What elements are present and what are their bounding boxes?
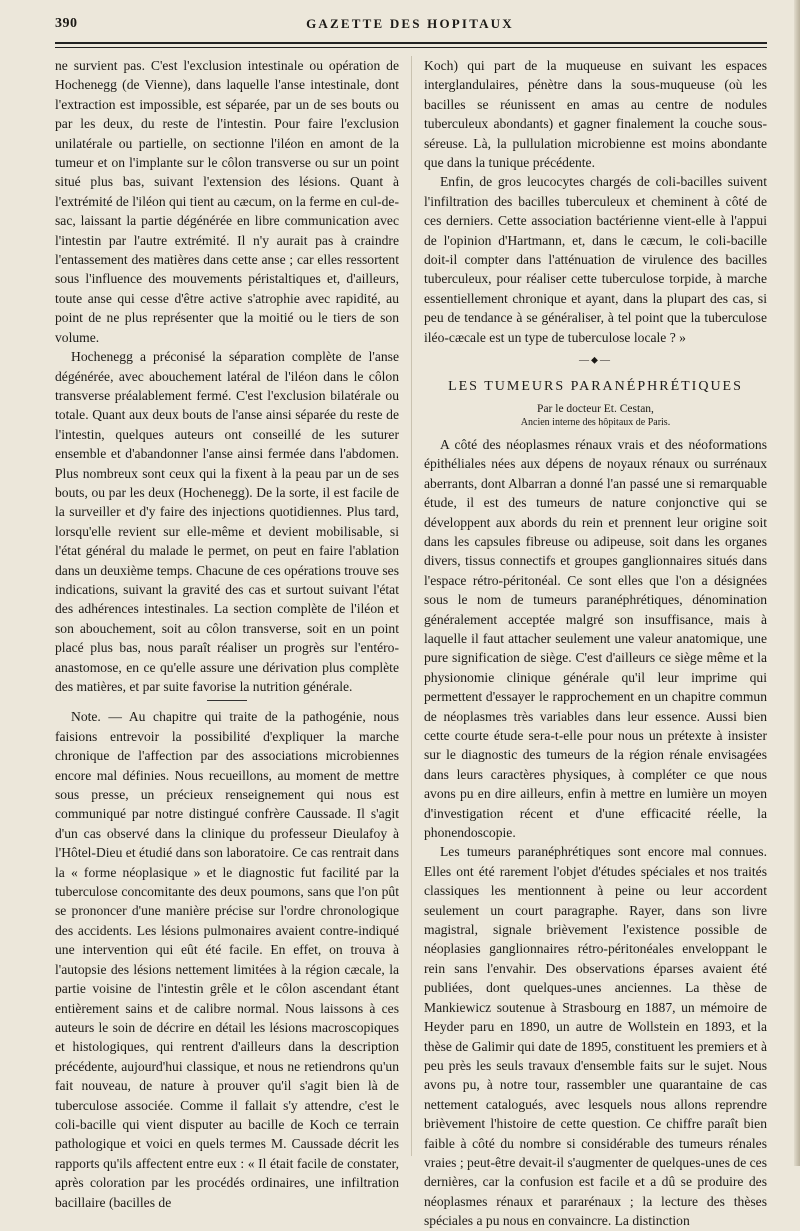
article-title: LES TUMEURS PARANÉPHRÉTIQUES <box>448 378 743 394</box>
header-rule-thin <box>55 47 767 48</box>
paragraph: Hochenegg a préconisé la séparation complète de l'anse dégénérée, avec abouchement latéral de l'iléon dans le côlon transverse préalablement fermé. C'est l'exclusion bilatérale ou totale. Quant aux deux bouts de l'anse ainsi séparée du reste de l'intestin, quelques auteurs ont conseillé de les suturer ensemble et d'abandonner l'anse ainsi fermée dans l'abdomen. Plus nombreux sont ceux qui la fixent à la peau par un de ses bouts, ou par les deux (Hochenegg). De la sorte, il est facile de la surveiller et d'y faire des injections quotidiennes. Plus tard, lorsqu'elle revient sur elle-même et devient mobilisable, si l'état général du malade le permet, on peut en faire l'ablation dans un deuxième temps. Chacune de ces opérations trouve ses indications, suivant la gravité des cas et surtout suivant l'état des adhérences intestinales. La section complète de l'iléon et son abouchement, soit au côlon transverse, soit en un point placé plus bas, nous paraît réaliser un progrès sur l'entéro-anastomose, en ce qu'elle assure une dérivation plus complète des matières, et par suite favorise la nutrition générale. <box>55 349 399 694</box>
author-title: Ancien interne des hôpitaux de Paris. <box>520 416 671 428</box>
page-number: 390 <box>55 16 78 31</box>
page-header <box>55 14 765 36</box>
paragraph: A côté des néoplasmes rénaux vrais et des néoformations épithéliales nées aux dépens de noyaux rénaux ou surrénaux aberrants, dont Albarran a donné l'an passé une si remarquable étude, il est des tumeurs de nature conjonctive qui se développent aux abords du rein et prennent leur origine soit dans les capsules fibreuse ou adipeuse, soit dans les organes divers, tissus connectifs et groupes ganglionnaires situés dans l'espace rétro-péritonéal. Ce sont elles que l'on a désignées sous le nom de tumeurs paranéphrétiques, dénomination généralement acceptée malgré son insuffisance, mais à laquelle il faut attacher seulement une valeur anatomique, une pure signification de siège. C'est d'ailleurs ce siège même et la physionomie clinique générale qu'il leur imprime qui permettent d'essayer le rapprochement en un chapitre commun de néoplasmes très variables dans leur essence. Aussi bien cette courte étude sera-t-elle pour nous un prétexte à insister sur le diagnostic des tumeurs de la région rénale envisagées dans leurs caractères physiques, à compléter ce que nous avons pu en dire ailleurs, enfin à mettre en lumière un moyen d'investigation récent et d'une efficacité réelle, la phonendoscopie. <box>424 436 767 841</box>
paragraph: Les tumeurs paranéphrétiques sont encore mal connues. Elles ont été rarement l'objet d'études spéciales et nos traités classiques les mentionnent à peine ou leur accordent seulement un court paragraphe. Rayer, dans son livre magistral, signale brièvement l'existence possible de néoplasies ganglionnaires rétro-péritonéales enveloppant le rein sans l'envahir. Des observations éparses avaient été publiées, dont quelques-unes anciennes. La thèse de Mankiewicz soutenue à Strasbourg en 1887, un mémoire de Heyder paru en 1890, un autre de Wollstein en 1893, et la thèse de Galimir qui date de 1895, constituent les premiers et à peu près les seuls travaux d'ensemble faits sur le sujet. Nous avons pu, à notre tour, rassembler une quarantaine de cas nettement catalogués, avec lesquels nous allons reprendre brièvement l'histoire de cette question. Ce chiffre paraît bien faible à côté du nombre si considérable des tumeurs rénales vraies ; peut-être devait-il s'augmenter de quelques-unes de ces dernières, car la confusion est facile et a dû se produire des néoplasmes rénaux et pararénaux ; la lecture des thèses spéciales a pu nous en convaincre. La distinction <box>424 844 767 1229</box>
note-paragraph: Note. — Au chapitre qui traite de la pathogénie, nous faisions entrevoir la possibilité d'expliquer la marche chronique de l'affection par des associations microbiennes encore mal définies. Nous recueillons, au moment de mettre sous presse, un précieux renseignement qui nous est communiqué par notre distingué confrère Caussade. Il s'agit d'un cas observé dans la clinique du professeur Dieulafoy à l'Hôtel-Dieu et étudié dans son laboratoire. Ce cas rentrait dans la « forme néoplasique » et le diagnostic fut facilité par la tuberculose concomitante des deux poumons, sans que l'on pût se prononcer d'une manière précise sur l'ordre chronologique des accidents. Les lésions pulmonaires avaient contre-indiqué une intervention qui eût été facile. En effet, on trouva à l'autopsie des lésions nettement limitées à la région cæcale, la partie voisine de l'intestin grêle et le côlon ascendant étant entièrement sains et de calibre normal. Nous laissons à ces auteurs le soin de décrire en détail les lésions macroscopiques et histologiques, qui rentrent d'ailleurs dans la description précédente, aujourd'hui classique, et nous ne retiendrons qu'un fait nouveau, de nature à prouver qu'il s'agit bien là de tuberculose associée. Comme il fallait s'y attendre, c'est le coli-bacille qui vient disputer au bacille de Koch ce terrain pathologique et voici en quels termes M. Caussade décrit les rapports qu'ils affectent entre eux : « Il était facile de constater, après coloration par les procédés ordinaires, une infiltration bacillaire (bacilles de <box>55 709 399 1210</box>
right-column <box>424 56 767 1229</box>
running-title: GAZETTE DES HOPITAUX <box>306 16 514 31</box>
article-author: Par le docteur Et. Cestan, <box>537 402 654 415</box>
paragraph: Koch) qui part de la muqueuse en suivant les espaces interglandulaires, pénètre dans la sous-muqueuse (où les bacilles se réunissent en amas au centre de nodules tuberculeux abondants) et gagner finalement la couche sous-séreuse. Là, la pullulation microbienne est moins abondante que dans la tunique précédente. <box>424 58 767 171</box>
page-edge <box>794 0 800 1166</box>
ornament-divider: —⬥— <box>579 355 612 367</box>
paragraph: ne survient pas. C'est l'exclusion intestinale ou opération de Hochenegg (de Vienne), dans laquelle l'anse intestinale, dont l'extraction est impossible, est séparée, par un de ses bouts ou par les deux, du reste de l'intestin. Pour faire l'exclusion unilatérale ou partielle, on sectionne l'iléon en amont de la tumeur et on l'implante sur le côlon transverse ou sur un point situé plus bas, suivant l'extension des lésions. Quant à l'extrémité de l'iléon qui tient au cæcum, on la ferme en cul-de-sac, laissant la partie dégénérée en libre communication avec l'intestin par l'autre extrémité. Il n'y aurait pas à craindre l'entassement des matières dans cette anse ; car elles ressortent sous l'influence des mouvements péristaltiques et, d'ailleurs, toute anse qui cesse d'être active s'atrophie avec rapidité, au point de ne plus représenter que la moitié ou le tiers de son volume. <box>55 58 399 345</box>
header-rule-thick <box>55 42 767 44</box>
column-separator <box>411 56 412 1156</box>
paragraph: Enfin, de gros leucocytes chargés de coli-bacilles suivent l'infiltration des bacilles tuberculeux et cheminent à côté de ces derniers. Cette association bactérienne vient-elle à l'appui de l'opinion d'Hartmann, et, dans le cæcum, le coli-bacille doit-il compter dans l'atténuation de virulence des bacilles tuberculeux, pour réaliser cette tuberculose torpide, à marche essentiellement chronique et ayant, dans la plupart des cas, si peu de tendance à se généraliser, à tel point que la tuberculose iléo-cæcale est un type de tuberculose locale ? » <box>424 174 767 345</box>
short-divider <box>207 700 247 701</box>
left-column <box>55 56 399 1210</box>
